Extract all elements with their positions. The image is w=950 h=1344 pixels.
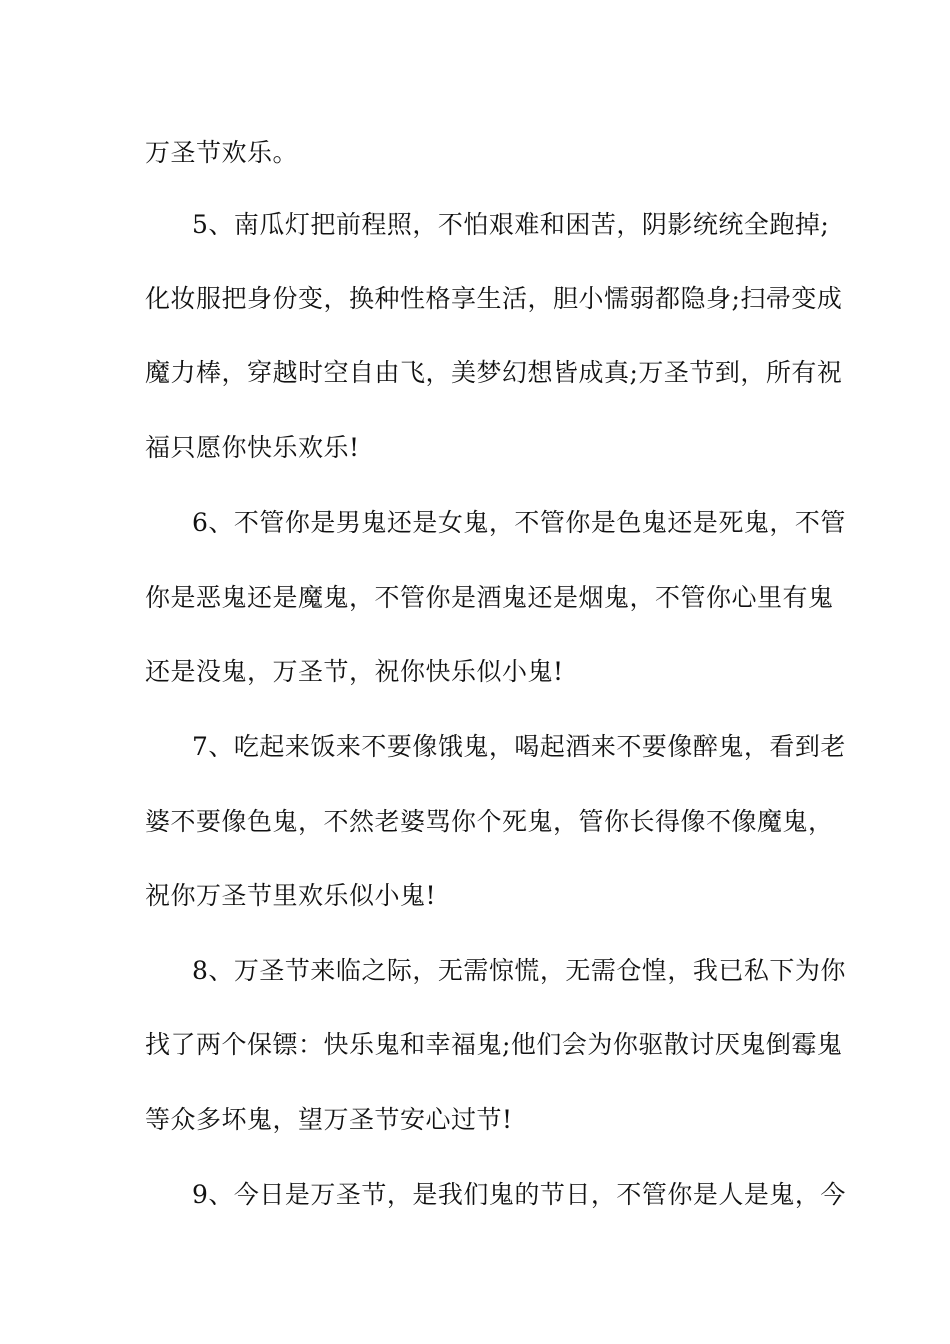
paragraph-7-first-line: 7、吃起来饭来不要像饿鬼，喝起酒来不要像醉鬼，看到老 (192, 732, 846, 761)
text-line: 魔力棒，穿越时空自由飞，美梦幻想皆成真;万圣节到，所有祝 (145, 358, 843, 387)
text-line: 还是没鬼，万圣节，祝你快乐似小鬼! (145, 657, 564, 686)
paragraph-6-first-line: 6、不管你是男鬼还是女鬼，不管你是色鬼还是死鬼，不管 (192, 508, 846, 537)
paragraph-8-first-line: 8、万圣节来临之际，无需惊慌，无需仓惶，我已私下为你 (192, 956, 846, 985)
text-line: 等众多坏鬼，望万圣节安心过节! (145, 1105, 513, 1134)
text-line: 祝你万圣节里欢乐似小鬼! (145, 881, 437, 910)
text-line: 你是恶鬼还是魔鬼，不管你是酒鬼还是烟鬼，不管你心里有鬼 (145, 583, 834, 612)
text-line: 万圣节欢乐。 (145, 138, 299, 167)
text-line: 婆不要像色鬼，不然老婆骂你个死鬼，管你长得像不像魔鬼， (145, 807, 834, 836)
text-line: 找了两个保镖：快乐鬼和幸福鬼;他们会为你驱散讨厌鬼倒霉鬼 (145, 1030, 843, 1059)
paragraph-5-first-line: 5、南瓜灯把前程照，不怕艰难和困苦，阴影统统全跑掉; (192, 210, 830, 239)
text-line: 福只愿你快乐欢乐! (145, 433, 360, 462)
text-line: 化妆服把身份变，换种性格享生活，胆小懦弱都隐身;扫帚变成 (145, 284, 843, 313)
paragraph-9-first-line: 9、今日是万圣节，是我们鬼的节日，不管你是人是鬼，今 (192, 1180, 846, 1209)
